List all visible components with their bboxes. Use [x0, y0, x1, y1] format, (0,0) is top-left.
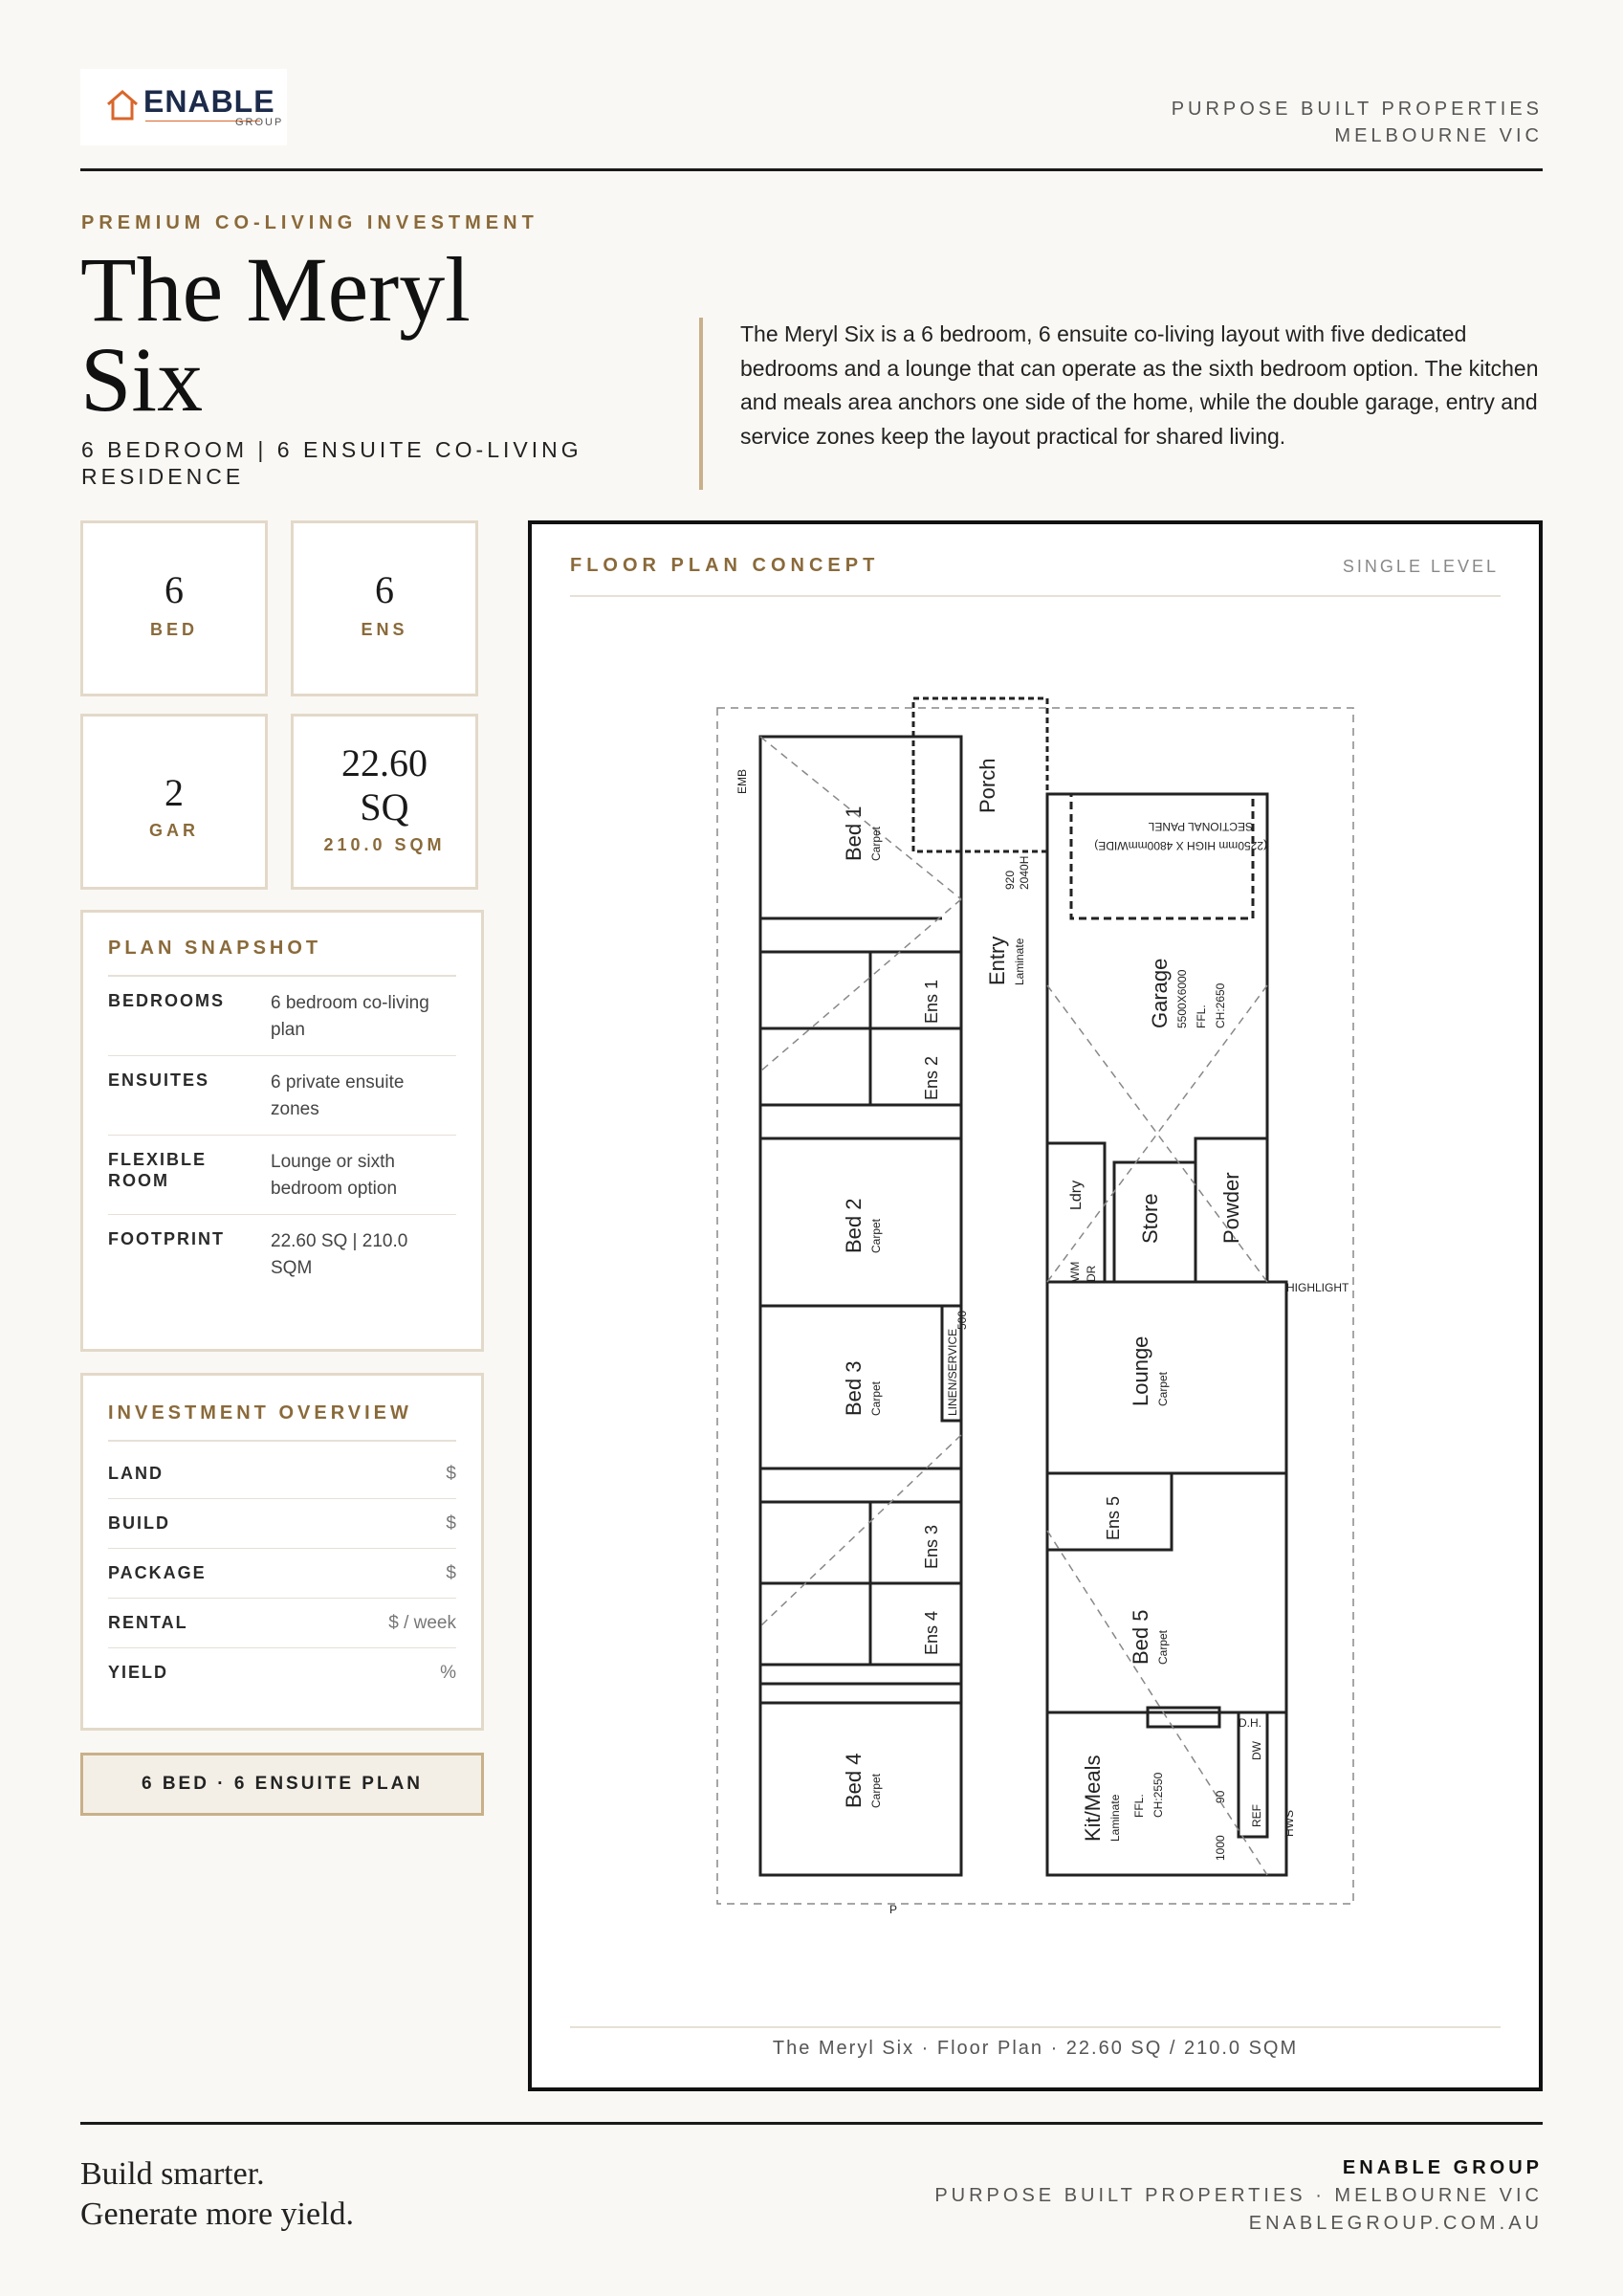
snapshot-title: PLAN SNAPSHOT: [108, 938, 322, 959]
footer-contact: [934, 2154, 1543, 2238]
tagline-line-1: PURPOSE BUILT PROPERTIES: [1171, 99, 1543, 120]
intro-paragraph: The Meryl Six is a 6 bedroom, 6 ensuite co-living layout with five dedicated bedrooms and a lounge that can operate as the sixth bedroom option. The kitchen and meals area anchors one side of the home, while the double garage, entry and service zones keep the layout practical for shared living.: [740, 321, 1539, 449]
stat-size-value-line-1: 22.60: [341, 741, 428, 784]
investment-key: PACKAGE: [108, 1563, 207, 1582]
label-hws: HWS: [1283, 1810, 1296, 1837]
investment-value: %: [440, 1662, 456, 1683]
label-emb: EMB: [735, 768, 749, 794]
investment-title-rule: [108, 1440, 456, 1442]
title-line-2: Six: [80, 328, 204, 430]
room-store: Store: [1138, 1193, 1162, 1244]
investment-value: $: [446, 1463, 456, 1484]
kitchen-ceiling: CH:2550: [1151, 1772, 1165, 1818]
logo-word: ENABLE: [143, 84, 275, 119]
investment-row: [108, 1449, 456, 1498]
room-bed-4: Bed 4: [842, 1753, 866, 1808]
label-dim-90: 90: [1214, 1790, 1227, 1803]
stat-ens: [291, 520, 478, 696]
kitchen-ffl: FFL.: [1132, 1794, 1146, 1818]
label-fridge: REF: [1250, 1804, 1263, 1827]
tagline-line-2: MELBOURNE VIC: [1334, 125, 1543, 146]
snapshot-key: ENSUITES: [108, 1071, 210, 1090]
room-kitchen-meals: Kit/Meals: [1081, 1755, 1105, 1842]
investment-row: [108, 1498, 456, 1548]
garage-ffl: FFL.: [1195, 1004, 1208, 1028]
room-porch: Porch: [976, 758, 999, 813]
intro-accent-bar: [699, 318, 703, 490]
snapshot-key: BEDROOMS: [108, 991, 226, 1010]
garage-ceiling: CH:2650: [1214, 982, 1227, 1028]
house-logo-icon: [105, 88, 140, 121]
label-door-width: 920: [1003, 870, 1017, 890]
room-ens-2: Ens 2: [922, 1055, 941, 1100]
stat-size-value-line-2: SQ: [360, 785, 409, 828]
page-title: [80, 238, 471, 430]
floor-plan-head-rule: [570, 595, 1501, 597]
label-dim-500: 500: [955, 1310, 969, 1330]
snapshot-row: [108, 1055, 456, 1135]
logo-sub: GROUP: [235, 117, 284, 128]
title-line-1: The Meryl: [80, 238, 471, 341]
investment-value: $: [446, 1562, 456, 1583]
snapshot-row: [108, 1214, 456, 1293]
plan-pill: 6 BED · 6 ENSUITE PLAN: [80, 1753, 484, 1816]
room-bed-3-floor: Carpet: [869, 1380, 883, 1416]
label-highlight: HIGHLIGHT: [1286, 1281, 1349, 1294]
snapshot-value: 6 bedroom co-living plan: [271, 993, 429, 1040]
room-bed-3: Bed 3: [842, 1360, 866, 1416]
investment-key: LAND: [108, 1464, 164, 1483]
floor-plan-caption: The Meryl Six · Floor Plan · 22.60 SQ / 210.0 SQM: [772, 2038, 1299, 2059]
room-entry: Entry: [985, 936, 1009, 985]
stat-size-label: 210.0 SQM: [323, 835, 446, 854]
room-bed-2-floor: Carpet: [869, 1218, 883, 1253]
footer-company: ENABLE GROUP: [1342, 2157, 1543, 2178]
garage-dimensions: 5500X6000: [1175, 969, 1189, 1028]
snapshot-key: FOOTPRINT: [108, 1229, 225, 1248]
stat-bed-value: 6: [164, 568, 184, 611]
stat-ens-label: ENS: [361, 620, 408, 639]
footer-line-2: PURPOSE BUILT PROPERTIES · MELBOURNE VIC: [934, 2185, 1543, 2206]
investment-value: $: [446, 1512, 456, 1534]
investment-row: [108, 1548, 456, 1598]
label-dishwasher: DW: [1250, 1741, 1263, 1760]
snapshot-key: FLEXIBLE ROOM: [108, 1150, 208, 1190]
floor-plan-heading: FLOOR PLAN CONCEPT: [570, 555, 880, 576]
investment-title: INVESTMENT OVERVIEW: [108, 1402, 412, 1424]
header-rule: [80, 168, 1543, 171]
subtitle: 6 BEDROOM | 6 ENSUITE CO-LIVING RESIDENCE: [81, 437, 582, 489]
investment-key: RENTAL: [108, 1613, 188, 1632]
room-bed-5: Bed 5: [1129, 1609, 1152, 1665]
footer-url[interactable]: ENABLEGROUP.COM.AU: [1248, 2213, 1543, 2234]
room-lounge: Lounge: [1129, 1336, 1152, 1406]
investment-row: [108, 1647, 456, 1697]
floor-plan-drawing: [708, 670, 1358, 1923]
room-ens-1: Ens 1: [922, 979, 941, 1024]
stat-size-value: [294, 741, 475, 829]
footer-tag-line-1: Build smarter.: [80, 2156, 265, 2192]
room-ens-3: Ens 3: [922, 1524, 941, 1569]
stat-gar-label: GAR: [149, 821, 199, 840]
room-ens-5: Ens 5: [1104, 1495, 1123, 1540]
snapshot-row: [108, 1135, 456, 1214]
snapshot-value: 6 private ensuite zones: [271, 1072, 405, 1119]
garage-door-label-2: (2250mm HIGH X 4800mmWIDE): [1094, 839, 1267, 852]
floor-plan-foot-rule: [570, 2026, 1501, 2028]
floor-plan-level: SINGLE LEVEL: [1342, 557, 1499, 576]
stat-bed: [80, 520, 268, 696]
stat-gar: [80, 714, 268, 890]
investment-panel: [80, 1373, 484, 1731]
stat-gar-value: 2: [164, 771, 184, 814]
footer-tag-line-2: Generate more yield.: [80, 2197, 355, 2232]
room-bed-1-floor: Carpet: [869, 826, 883, 861]
footer-tagline: [80, 2154, 354, 2235]
room-linen: LINEN/SERVICE: [946, 1328, 959, 1416]
snapshot-row: [108, 977, 456, 1055]
room-powder: Powder: [1219, 1172, 1243, 1244]
investment-row: [108, 1598, 456, 1647]
label-washing-machine: WM: [1068, 1261, 1082, 1282]
stat-ens-value: 6: [375, 568, 394, 611]
header-tagline: [1172, 96, 1543, 149]
snapshot-value: Lounge or sixth bedroom option: [271, 1152, 398, 1199]
room-lounge-floor: Carpet: [1156, 1371, 1170, 1406]
footer-rule: [80, 2122, 1543, 2125]
room-garage: Garage: [1148, 958, 1172, 1028]
room-bed-2: Bed 2: [842, 1198, 866, 1253]
label-door-height: 2040H: [1018, 855, 1031, 890]
investment-rows: [108, 1449, 456, 1697]
investment-key: YIELD: [108, 1663, 169, 1682]
snapshot-rows: [108, 977, 456, 1293]
room-kitchen-floor: Laminate: [1108, 1794, 1122, 1842]
snapshot-value: 22.60 SQ | 210.0 SQM: [271, 1231, 408, 1278]
room-bed-5-floor: Carpet: [1156, 1629, 1170, 1665]
stat-bed-label: BED: [149, 620, 198, 639]
plan-snapshot-panel: [80, 910, 484, 1352]
room-entry-floor: Laminate: [1013, 938, 1026, 985]
room-ens-4: Ens 4: [922, 1610, 941, 1655]
investment-key: BUILD: [108, 1513, 170, 1533]
garage-door-label-1: SECTIONAL PANEL: [1148, 820, 1253, 833]
room-bed-4-floor: Carpet: [869, 1773, 883, 1808]
room-laundry: Ldry: [1068, 1180, 1085, 1210]
stat-size: [291, 714, 478, 890]
room-bed-1: Bed 1: [842, 806, 866, 861]
label-dh: D.H.: [1239, 1716, 1261, 1730]
label-dryer: DR: [1085, 1265, 1098, 1282]
label-p: P: [889, 1903, 898, 1916]
eyebrow: PREMIUM CO-LIVING INVESTMENT: [81, 212, 538, 233]
label-dim-1000: 1000: [1214, 1835, 1227, 1861]
investment-value: $ / week: [388, 1612, 456, 1633]
